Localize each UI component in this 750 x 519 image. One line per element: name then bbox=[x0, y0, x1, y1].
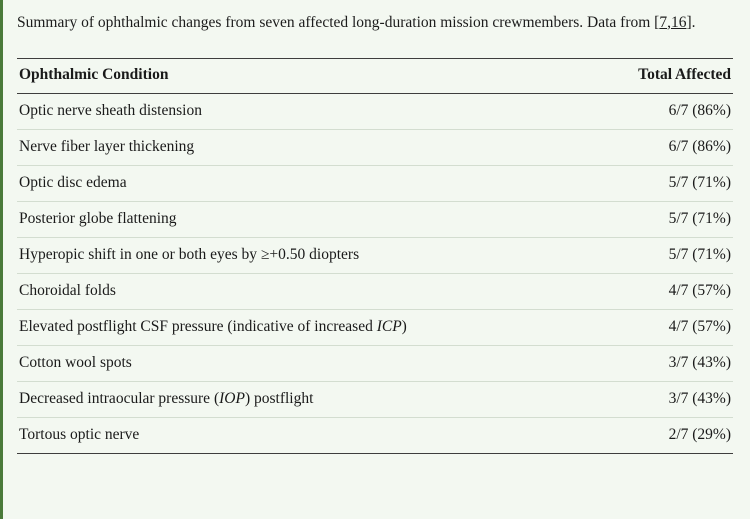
cell-total: 5/7 (71%) bbox=[591, 238, 733, 274]
cell-total: 5/7 (71%) bbox=[591, 166, 733, 202]
cell-total: 3/7 (43%) bbox=[591, 346, 733, 382]
citation-link-7[interactable]: 7 bbox=[659, 14, 668, 31]
cell-condition: Cotton wool spots bbox=[17, 346, 591, 382]
table-body bbox=[17, 94, 733, 454]
cell-total: 4/7 (57%) bbox=[591, 274, 733, 310]
table-caption bbox=[17, 10, 733, 36]
cell-condition: Tortous optic nerve bbox=[17, 418, 591, 454]
cell-condition: Nerve fiber layer thickening bbox=[17, 130, 591, 166]
table-row bbox=[17, 310, 733, 346]
column-header-condition: Ophthalmic Condition bbox=[17, 59, 591, 94]
table-row bbox=[17, 382, 733, 418]
cell-condition: Elevated postflight CSF pressure (indicative of increased ICP) bbox=[17, 310, 591, 346]
cell-total: 5/7 (71%) bbox=[591, 202, 733, 238]
table-row bbox=[17, 274, 733, 310]
table-header bbox=[17, 59, 733, 94]
caption-separator: , bbox=[667, 14, 671, 31]
table-row bbox=[17, 166, 733, 202]
cell-total: 4/7 (57%) bbox=[591, 310, 733, 346]
cell-total: 6/7 (86%) bbox=[591, 130, 733, 166]
caption-text-before: Summary of ophthalmic changes from seven affected long-duration mission crewmembers. Data from [ bbox=[17, 14, 660, 31]
table-row bbox=[17, 418, 733, 454]
cell-total: 2/7 (29%) bbox=[591, 418, 733, 454]
cell-condition: Optic disc edema bbox=[17, 166, 591, 202]
cell-condition: Choroidal folds bbox=[17, 274, 591, 310]
cell-total: 6/7 (86%) bbox=[591, 94, 733, 130]
cell-total: 3/7 (43%) bbox=[591, 382, 733, 418]
column-header-total-affected: Total Affected bbox=[591, 59, 733, 94]
table-row bbox=[17, 238, 733, 274]
table-row bbox=[17, 202, 733, 238]
table-row bbox=[17, 94, 733, 130]
caption-text-after: ]. bbox=[686, 14, 696, 31]
cell-condition: Posterior globe flattening bbox=[17, 202, 591, 238]
cell-condition: Hyperopic shift in one or both eyes by ≥+0.50 diopters bbox=[17, 238, 591, 274]
cell-condition: Optic nerve sheath distension bbox=[17, 94, 591, 130]
table-row bbox=[17, 130, 733, 166]
citation-link-16[interactable]: 16 bbox=[670, 14, 687, 31]
table-row bbox=[17, 346, 733, 382]
ophthalmic-conditions-table bbox=[17, 58, 733, 454]
table-header-row bbox=[17, 59, 733, 94]
cell-condition: Decreased intraocular pressure (IOP) postflight bbox=[17, 382, 591, 418]
